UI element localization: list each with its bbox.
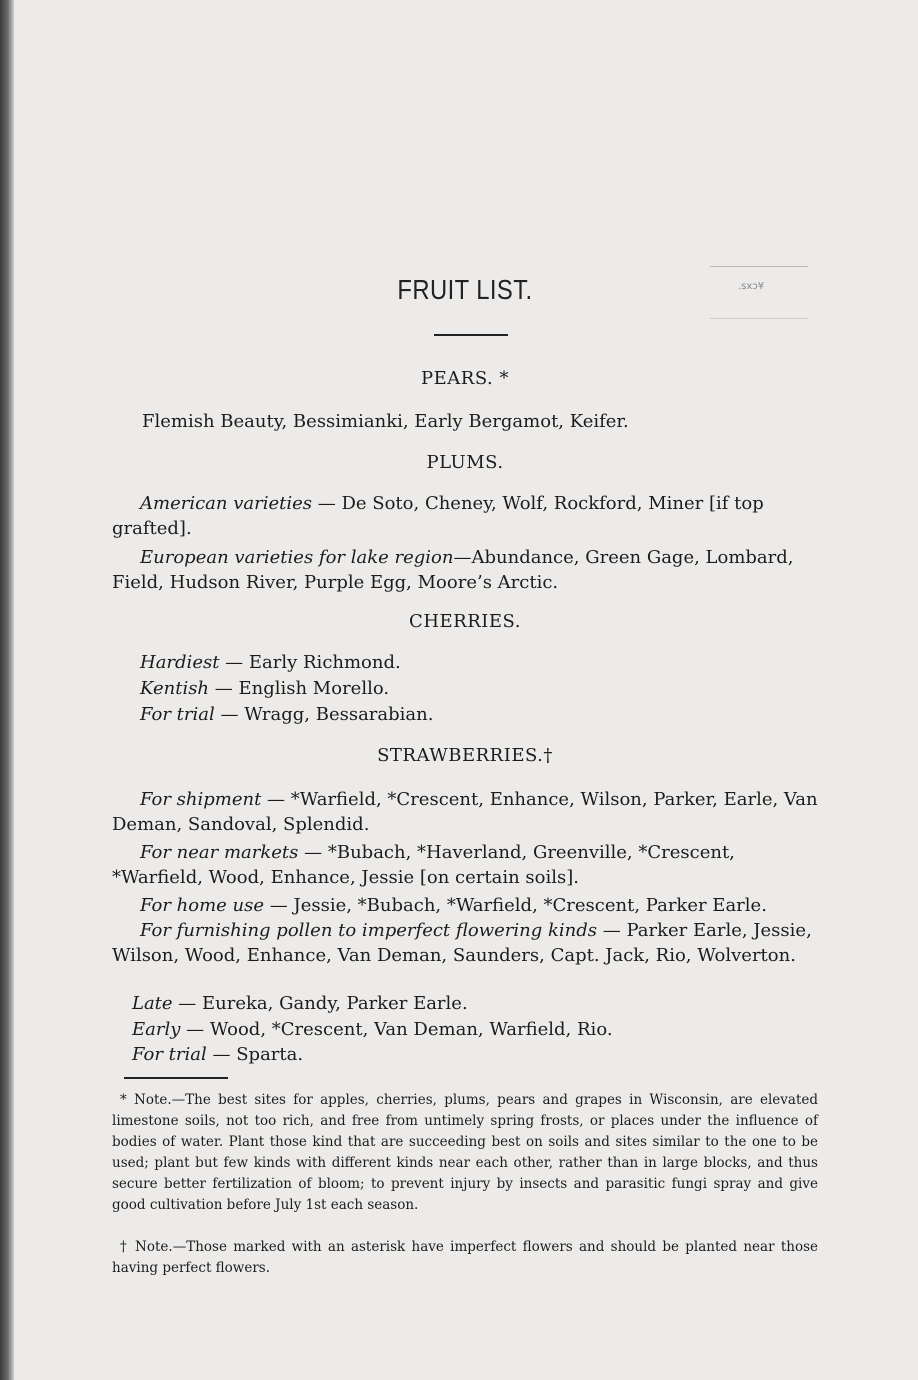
plums-heading: PLUMS.	[426, 452, 504, 473]
strawberries-pollen	[112, 918, 818, 968]
plums-american-text: — De Soto, Cheney, Wolf, Rockford, Miner [if top grafted].	[112, 493, 764, 539]
title-rule	[434, 334, 508, 336]
strawberries-near-text: — *Bubach, *Haverland, Greenville, *Crescent, *Warfield, Wood, Enhance, Jessie [on certain soils].	[112, 842, 735, 888]
strawberries-early-text: — Wood, *Crescent, Van Deman, Warfield, Rio.	[180, 1019, 613, 1040]
strawberries-shipment-text: — *Warfield, *Crescent, Enhance, Wilson, Parker, Earle, Van Deman, Sandoval, Splendid.	[112, 789, 818, 835]
cherries-kentish	[140, 676, 846, 701]
page-title: FRUIT LIST.	[397, 274, 533, 305]
strawberries-shipment-label: For shipment	[140, 789, 262, 810]
plums-european-label: European varieties for lake region	[140, 547, 454, 568]
cherries-trial-text: — Wragg, Bessarabian.	[214, 704, 434, 725]
strawberries-early	[132, 1017, 838, 1042]
book-spine-shadow	[0, 0, 14, 1380]
footnote-pears: * Note.—The best sites for apples, cherries, plums, pears and grapes in Wisconsin, are elevated limestone soils, not too rich, and free from untimely spring frosts, or places under the influence of bodies of water. Plant those kind that are succeeding best on soils and sites similar to the one to be used; plant but few kinds with different kinds near each other, rather than in large blocks, and thus secure better fertilization of bloom; to prevent injury by insects and parasitic fungi spray and give good cultivation before July 1st each season.	[112, 1092, 818, 1213]
cherries-kentish-text: — English Morello.	[209, 678, 390, 699]
plums-american	[112, 491, 818, 541]
strawberries-trial-label: For trial	[132, 1044, 207, 1065]
plums-american-label: American varieties	[140, 493, 313, 514]
plums-european	[112, 545, 818, 595]
strawberries-pollen-label: For furnishing pollen to imperfect flowering kinds	[140, 920, 598, 941]
strawberries-heading: STRAWBERRIES.†	[377, 745, 553, 766]
footnote-rule	[124, 1077, 228, 1079]
cherries-trial	[140, 702, 846, 727]
pears-list: Flemish Beauty, Bessimianki, Early Bergamot, Keifer.	[142, 411, 629, 432]
strawberries-home	[112, 893, 818, 918]
strawberries-trial-text: — Sparta.	[206, 1044, 304, 1065]
cherries-hardiest	[140, 650, 846, 675]
strawberries-home-text: — Jessie, *Bubach, *Warfield, *Crescent, Parker Earle.	[264, 895, 767, 916]
cherries-hardiest-label: Hardiest	[140, 652, 220, 673]
strawberries-late	[132, 991, 838, 1016]
plums-european-text: —Abundance, Green Gage, Lombard, Field, Hudson River, Purple Egg, Moore’s Arctic.	[112, 547, 794, 593]
strawberries-near	[112, 840, 818, 890]
cherries-trial-label: For trial	[140, 704, 215, 725]
footnote-strawberries: † Note.—Those marked with an asterisk have imperfect flowers and should be planted near those having perfect flowers.	[112, 1239, 818, 1276]
strawberries-early-label: Early	[132, 1019, 181, 1040]
cherries-hardiest-text: — Early Richmond.	[219, 652, 401, 673]
pears-heading: PEARS. *	[421, 368, 509, 389]
strawberries-home-label: For home use	[140, 895, 265, 916]
strawberries-near-label: For near markets	[140, 842, 299, 863]
cherries-heading: CHERRIES.	[409, 611, 521, 632]
strawberries-late-text: — Eureka, Gandy, Parker Earle.	[172, 993, 468, 1014]
margin-mark: .sxɔ¥	[738, 281, 765, 292]
strawberries-pollen-text: — Parker Earle, Jessie, Wilson, Wood, Enhance, Van Deman, Saunders, Capt. Jack, Rio, Wolverton.	[112, 920, 812, 966]
document-page	[112, 0, 818, 1380]
strawberries-late-label: Late	[132, 993, 173, 1014]
cherries-kentish-label: Kentish	[140, 678, 210, 699]
strawberries-shipment	[112, 787, 818, 837]
strawberries-trial	[132, 1042, 838, 1067]
